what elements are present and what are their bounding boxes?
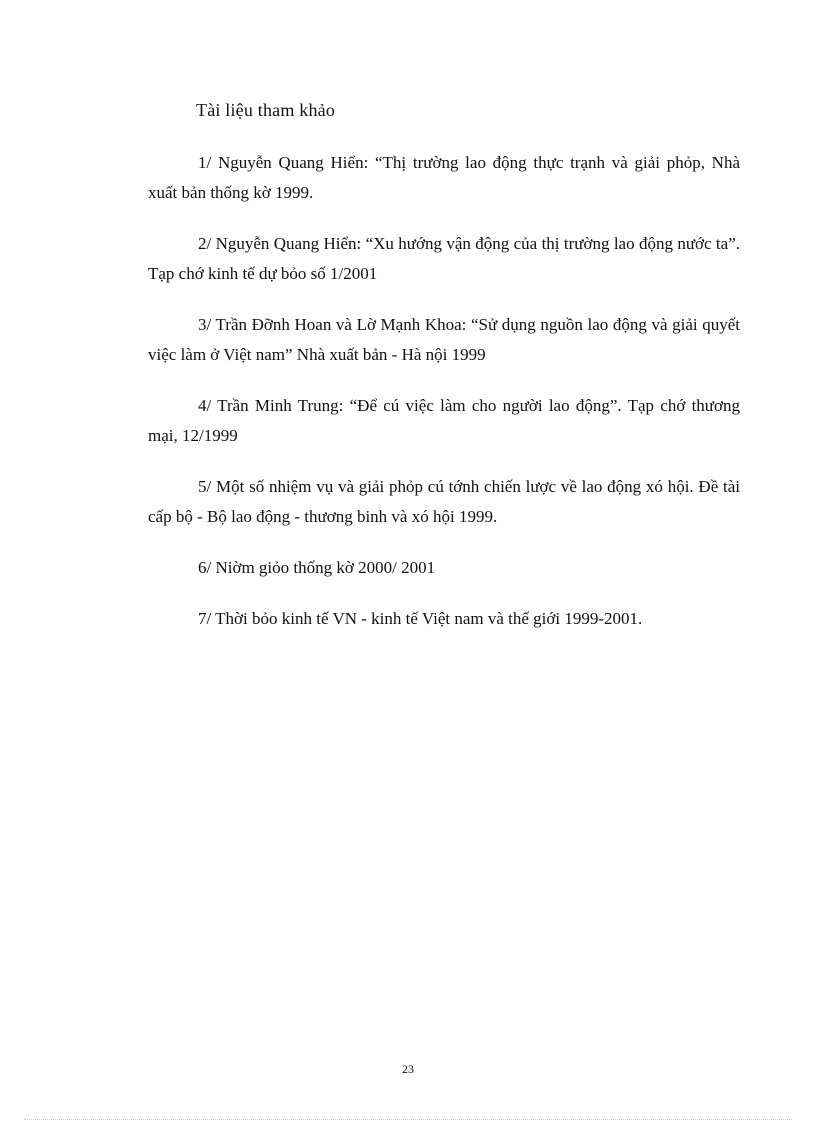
page-number: 23	[402, 1062, 414, 1076]
page-title: Tài liệu tham khảo	[196, 100, 336, 120]
reference-item-3: 3/ Trần Đỡnh Hoan và Lờ Mạnh Khoa: “Sử dụng nguồn lao động và giải quyết việc làm ở Việt nam” Nhà xuất bản - Hà nội 1999	[148, 315, 740, 364]
reference-item-6: 6/ Niờm giỏo thống kờ 2000/ 2001	[198, 558, 436, 577]
reference-item-5: 5/ Một số nhiệm vụ và giải phỏp cú tớnh chiến lược về lao động xó hội. Đề tài cấp bộ - Bộ lao động - thương binh và xó hội 1999.	[148, 477, 740, 526]
page-bottom-divider	[24, 1119, 792, 1120]
reference-list	[148, 148, 740, 655]
reference-item-2: 2/ Nguyễn Quang Hiển: “Xu hướng vận động của thị trường lao động nước ta”. Tạp chớ kinh tế dự bỏo số 1/2001	[148, 234, 740, 283]
reference-item-7: 7/ Thời bỏo kinh tế VN - kinh tế Việt nam và thế giới 1999-2001.	[198, 609, 643, 628]
reference-item-4: 4/ Trần Minh Trung: “Để cú việc làm cho người lao động”. Tạp chớ thương mại, 12/1999	[148, 396, 740, 445]
reference-item-1: 1/ Nguyễn Quang Hiển: “Thị trường lao động thực trạnh và giải phỏp, Nhà xuất bản thống kờ 1999.	[148, 153, 740, 202]
